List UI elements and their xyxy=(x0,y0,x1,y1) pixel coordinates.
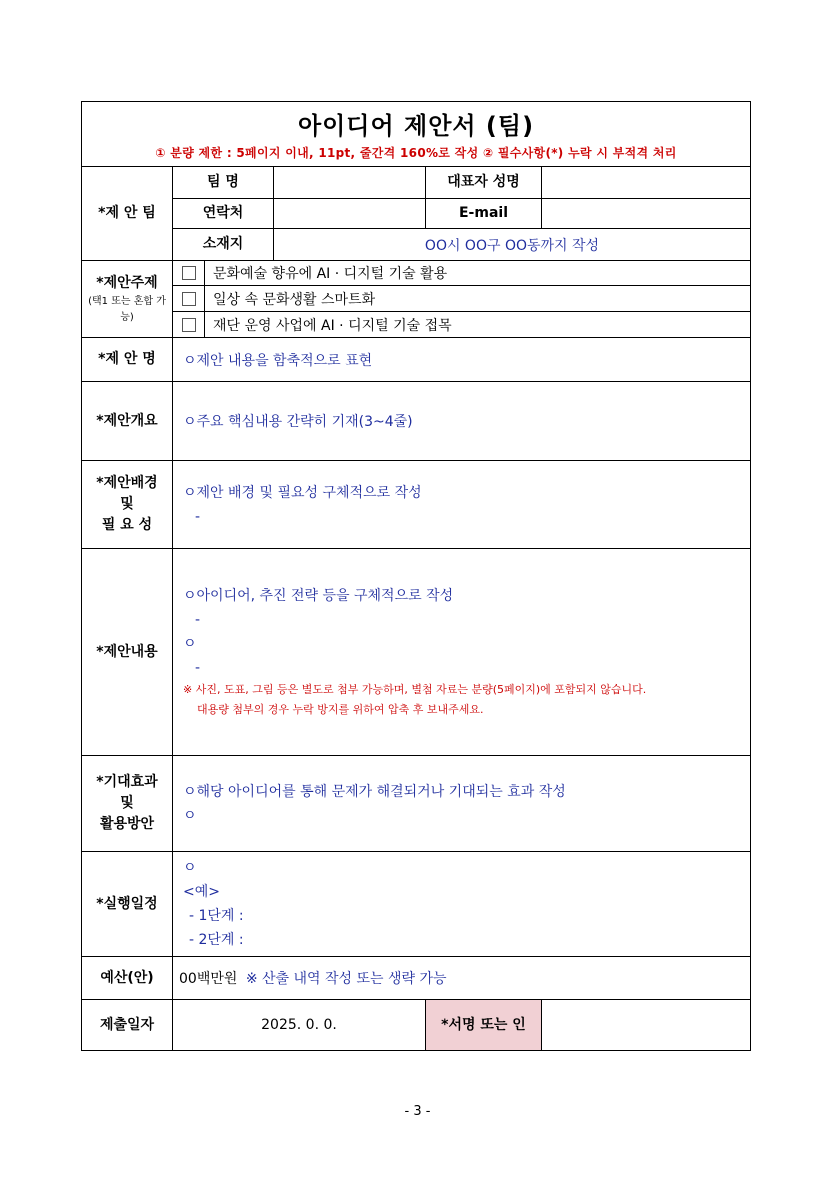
theme-label-cell xyxy=(82,261,173,338)
checkbox-icon[interactable] xyxy=(182,318,196,332)
submit-date-label: 제출일자 xyxy=(82,1000,173,1051)
proposal-form xyxy=(81,101,751,1051)
proposal-name-label: *제 안 명 xyxy=(82,338,173,382)
theme-checkbox-1[interactable] xyxy=(173,261,205,286)
notice-text: ① 분량 제한 : 5페이지 이내, 11pt, 줄간격 160%로 작성 ② 필수사항(*) 누락 시 부적격 처리 xyxy=(155,146,677,160)
schedule-field[interactable] xyxy=(173,852,751,957)
theme-sublabel: (택1 또는 혼합 가능) xyxy=(88,295,166,323)
team-name-label: 팀 명 xyxy=(173,167,274,199)
theme-label: *제안주제 xyxy=(96,274,158,291)
theme-option-2: 일상 속 문화생활 스마트화 xyxy=(205,286,751,312)
budget-label: 예산(안) xyxy=(82,957,173,1000)
effect-label-1: *기대효과 xyxy=(96,774,158,790)
content-label: *제안내용 xyxy=(82,549,173,756)
budget-value: 00백만원 xyxy=(179,971,238,987)
content-line-3: ㅇ xyxy=(183,636,197,652)
theme-option-3: 재단 운영 사업에 AI · 디지털 기술 접목 xyxy=(205,312,751,338)
schedule-line-4: - 2단계 : xyxy=(189,932,244,948)
content-line-2: - xyxy=(195,612,201,628)
overview-label: *제안개요 xyxy=(82,382,173,461)
form-title: 아이디어 제안서 (팀) xyxy=(297,112,535,140)
theme-checkbox-3[interactable] xyxy=(173,312,205,338)
submit-date-field[interactable]: 2025. 0. 0. xyxy=(173,1000,426,1051)
email-label: E-mail xyxy=(426,199,542,229)
location-field[interactable]: OO시 OO구 OO동까지 작성 xyxy=(274,229,751,261)
checkbox-icon[interactable] xyxy=(182,266,196,280)
background-label-cell xyxy=(82,461,173,549)
content-line-4: - xyxy=(195,660,201,676)
email-field[interactable] xyxy=(542,199,751,229)
content-field[interactable] xyxy=(173,549,751,756)
background-line-1: ㅇ제안 배경 및 필요성 구체적으로 작성 xyxy=(183,484,422,501)
overview-field[interactable]: ㅇ주요 핵심내용 간략히 기재(3~4줄) xyxy=(173,382,751,461)
team-name-field[interactable] xyxy=(274,167,426,199)
content-line-1: ㅇ아이디어, 추진 전략 등을 구체적으로 작성 xyxy=(183,588,454,604)
background-line-2: - xyxy=(195,508,201,525)
content-note-1: ※ 사진, 도표, 그림 등은 별도로 첨부 가능하며, 별첨 자료는 분량(5페이지)에 포함되지 않습니다. xyxy=(183,683,647,696)
team-label: *제 안 팀 xyxy=(82,167,173,261)
schedule-line-3: - 1단계 : xyxy=(189,908,244,924)
contact-field[interactable] xyxy=(274,199,426,229)
effect-label-cell xyxy=(82,756,173,852)
theme-checkbox-2[interactable] xyxy=(173,286,205,312)
schedule-line-1: ㅇ xyxy=(183,860,197,876)
effect-label-2: 및 xyxy=(120,795,134,811)
rep-name-label: 대표자 성명 xyxy=(426,167,542,199)
effect-field[interactable] xyxy=(173,756,751,852)
background-field[interactable] xyxy=(173,461,751,549)
background-label-2: 및 xyxy=(120,496,134,512)
signature-field[interactable] xyxy=(542,1000,751,1051)
proposal-name-field[interactable]: ㅇ제안 내용을 함축적으로 표현 xyxy=(173,338,751,382)
rep-name-field[interactable] xyxy=(542,167,751,199)
contact-label: 연락처 xyxy=(173,199,274,229)
schedule-line-2: <예> xyxy=(183,884,220,900)
background-label-3: 필 요 성 xyxy=(101,517,153,533)
budget-note: ※ 산출 내역 작성 또는 생략 가능 xyxy=(245,971,447,987)
effect-label-3: 활용방안 xyxy=(99,816,155,832)
theme-option-1: 문화예술 향유에 AI · 디지털 기술 활용 xyxy=(205,261,751,286)
effect-line-1: ㅇ해당 아이디어를 통해 문제가 해결되거나 기대되는 효과 작성 xyxy=(183,783,566,800)
content-note-2: 대용량 첨부의 경우 누락 방지를 위하여 압축 후 보내주세요. xyxy=(197,703,484,716)
checkbox-icon[interactable] xyxy=(182,292,196,306)
signature-label: *서명 또는 인 xyxy=(426,1000,542,1051)
budget-field[interactable] xyxy=(173,957,751,1000)
schedule-label: *실행일정 xyxy=(82,852,173,957)
title-cell xyxy=(82,102,751,167)
page-number: - 3 - xyxy=(404,1104,431,1119)
background-label-1: *제안배경 xyxy=(96,475,158,491)
effect-line-2: ㅇ xyxy=(183,807,197,824)
location-label: 소재지 xyxy=(173,229,274,261)
